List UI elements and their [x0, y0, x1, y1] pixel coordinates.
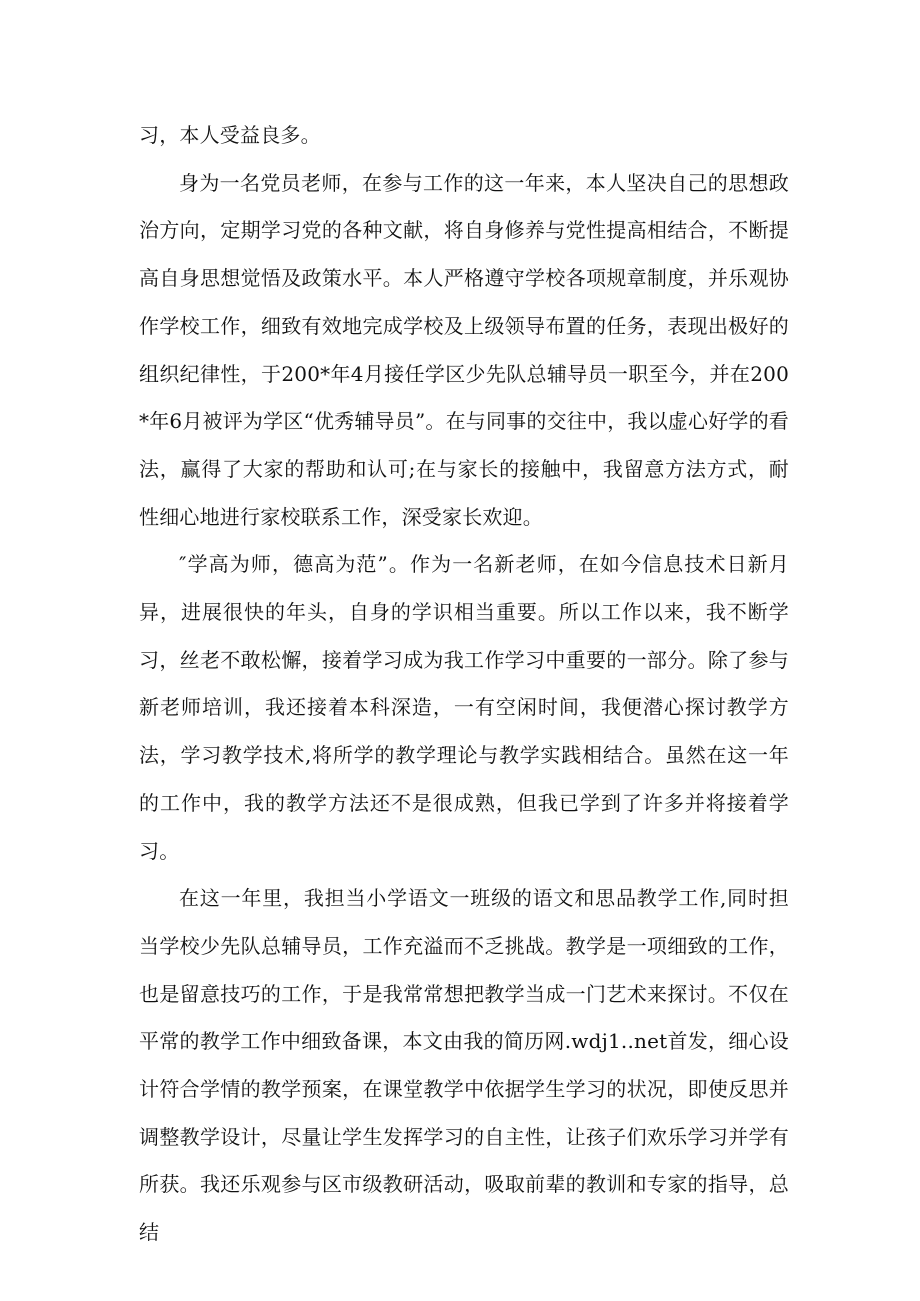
text-line: 也是留意技巧的工作，于是我常常想把教学当成一门艺术来探讨。不仅在 [139, 981, 789, 1006]
text-line: 整教学设计，尽量让学生发挥学习的自主性，让孩子们欢乐学习并学有所 [139, 1124, 790, 1197]
paragraph-2 [139, 160, 789, 542]
text-line: 协作学校工作，细致有效地完成学校及上级领导布置的任务，表现出极好 [139, 266, 789, 338]
text-line: 习，丝老不敢松懈，接着学习成为我工作学习中重要的一部分。除了参与 [139, 647, 789, 672]
text-line: 细心地进行家校联系工作，深受家长欢迎。 [159, 504, 544, 529]
text-line: 法，赢得了大家的帮助和认可;在与家长的接触中，我留意方法方式，耐性 [139, 456, 789, 529]
paragraph-4 [139, 875, 789, 1257]
text-line: 学习教学技术,将所学的教学理论与教学实践相结合。虽然在这一年的工作 [139, 743, 789, 815]
text-line: ″学高为师，德高为范”。作为一名新老师，在如今信息技术日新 [179, 552, 769, 577]
text-line: 符合学情的教学预案，在课堂教学中依据学生学习的状况，即使反思并调 [139, 1077, 790, 1149]
text-line: 担当学校少先队总辅导员，工作充溢而不乏挑战。教学是一项细致的工作， [139, 886, 789, 958]
text-line: 习，本人受益良多。 [139, 123, 321, 147]
text-line: 提高自身思想觉悟及政策水平。本人严格遵守学校各项规章制度，并乐观 [139, 218, 789, 291]
text-line: 平常的教学工作中细致备课，本文由我的简历网.wdj1..net首发，细心设计 [139, 1029, 789, 1102]
text-line: 月异，进展很快的年头，自身的学识相当重要。所以工作以来，我不断学 [139, 552, 789, 625]
paragraph-1 [139, 112, 789, 160]
document-body [139, 112, 789, 1257]
text-line: 政治方向，定期学习党的各种文献，将自身修养与党性提高相结合，不断 [139, 170, 789, 243]
text-line: 年6月被评为学区“优秀辅导员”。在与同事的交往中，我以虚心好学的看 [149, 409, 789, 434]
text-line: 的组织纪律性，于200*年4月接任学区少先队总辅导员一职至今，并在200* [139, 313, 789, 434]
text-line: 在这一年里，我担当小学语文一班级的语文和思品教学工作,同时 [179, 886, 769, 911]
paragraph-3 [139, 541, 789, 875]
text-line: 身为一名党员老师，在参与工作的这一年来，本人坚决自己的思想 [179, 170, 769, 195]
text-line: 中，我的教学方法还不是很成熟，但我已学到了许多并将接着学习。 [139, 790, 789, 863]
text-line: 获。我还乐观参与区市级教研活动，吸取前辈的教训和专家的指导，总结 [139, 1172, 790, 1245]
text-line: 新老师培训，我还接着本科深造，一有空闲时间，我便潜心探讨教学方法， [139, 695, 789, 768]
